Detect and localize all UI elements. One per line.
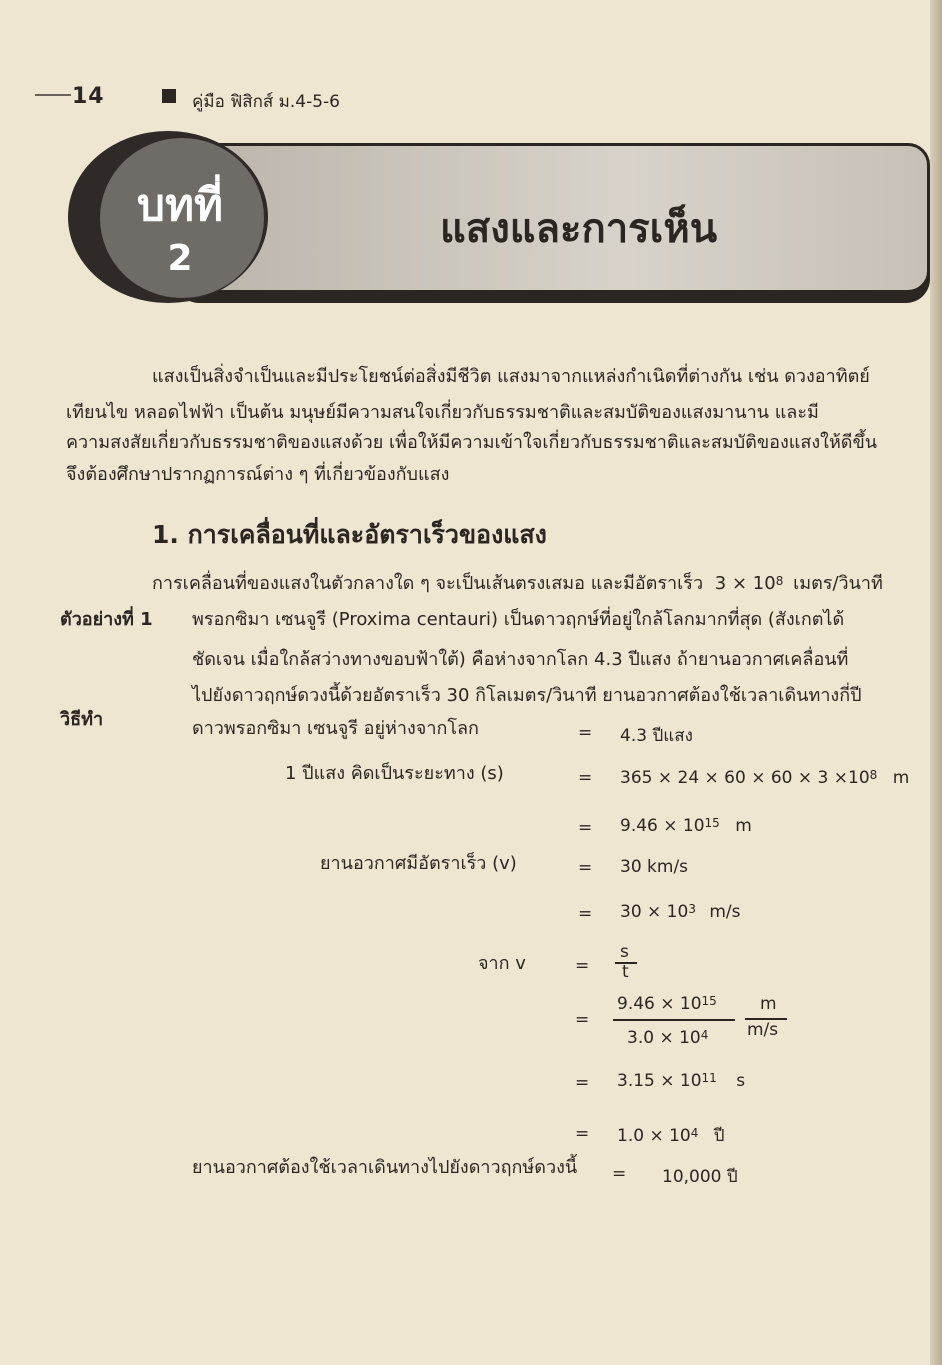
lightyear-unit: m bbox=[892, 768, 910, 788]
equals-sign: = bbox=[578, 904, 593, 924]
speed-sentence-text: การเคลื่อนที่ของแสงในตัวกลางใด ๆ จะเป็นเส้นตรงเสมอ และมีอัตราเร็ว bbox=[152, 573, 704, 594]
distance-label: ดาวพรอกซิมา เซนจูรี อยู่ห่างจากโลก bbox=[192, 718, 479, 739]
page-edge bbox=[930, 0, 942, 1365]
result-years-text: 1.0 × 10 bbox=[617, 1126, 691, 1146]
speed-value-1: 30 km/s bbox=[620, 857, 689, 877]
speed-sentence-exp: 8 bbox=[775, 574, 784, 588]
speed-sentence-unit: เมตร/วินาที bbox=[793, 573, 883, 594]
equals-sign: = bbox=[578, 818, 593, 838]
equals-sign: = bbox=[575, 1124, 590, 1144]
equals-sign: = bbox=[578, 723, 593, 743]
header-rule bbox=[35, 94, 71, 96]
fraction2-denominator-exp: 4 bbox=[700, 1028, 709, 1042]
equals-sign: = bbox=[578, 858, 593, 878]
from-label: จาก v bbox=[478, 953, 526, 974]
unit-fraction-denominator: m/s bbox=[747, 1020, 779, 1040]
speed-label: ยานอวกาศมีอัตราเร็ว (v) bbox=[320, 853, 517, 874]
result-seconds-text: 3.15 × 10 bbox=[617, 1071, 702, 1091]
conclusion-label: ยานอวกาศต้องใช้เวลาเดินทางไปยังดาวฤกษ์ดวงนี้ bbox=[192, 1157, 578, 1178]
lightyear-value bbox=[620, 768, 909, 788]
unit-fraction-numerator: m bbox=[760, 994, 777, 1014]
result-years bbox=[617, 1122, 725, 1149]
speed-sentence-value: 3 × 10 bbox=[714, 573, 776, 594]
result-seconds bbox=[617, 1071, 745, 1091]
speed-value-2-text: 30 × 10 bbox=[620, 902, 689, 922]
lightyear-result bbox=[620, 816, 752, 836]
fraction-numerator-s: s bbox=[620, 942, 629, 962]
speed-value-2 bbox=[620, 902, 741, 922]
equals-sign: = bbox=[575, 1010, 590, 1030]
example-label: ตัวอย่างที่ 1 bbox=[60, 609, 153, 630]
equals-sign: = bbox=[575, 1073, 590, 1093]
distance-value: 4.3 ปีแสง bbox=[620, 726, 693, 746]
speed-value-2-unit: m/s bbox=[709, 902, 741, 922]
page-number: 14 bbox=[72, 84, 105, 109]
section-title: 1. การเคลื่อนที่และอัตราเร็วของแสง bbox=[152, 520, 547, 549]
equals-sign: = bbox=[578, 768, 593, 788]
lightyear-result-exp: 15 bbox=[704, 816, 720, 830]
fraction-denominator-t: t bbox=[622, 962, 629, 982]
chapter-title: แสงและการเห็น bbox=[440, 206, 718, 252]
lightyear-label: 1 ปีแสง คิดเป็นระยะทาง (s) bbox=[285, 763, 504, 784]
header-bullet bbox=[162, 89, 176, 103]
result-seconds-exp: 11 bbox=[701, 1071, 717, 1085]
lightyear-result-unit: m bbox=[735, 816, 752, 836]
fraction2-denominator bbox=[627, 1028, 708, 1048]
example-line-2: ชัดเจน เมื่อใกล้สว่างทางขอบฟ้าใต้) คือห่างจากโลก 4.3 ปีแสง ถ้ายานอวกาศเคลื่อนที่ bbox=[192, 649, 849, 670]
fraction2-numerator bbox=[617, 994, 717, 1014]
lightyear-value-text: 365 × 24 × 60 × 60 × 3 ×10 bbox=[620, 768, 870, 788]
result-years-exp: 4 bbox=[690, 1126, 699, 1140]
equals-sign: = bbox=[575, 956, 590, 976]
speed-sentence bbox=[152, 575, 883, 593]
equals-sign: = bbox=[612, 1164, 627, 1184]
fraction2-numerator-text: 9.46 × 10 bbox=[617, 994, 702, 1014]
speed-value-2-exp: 3 bbox=[688, 902, 696, 916]
intro-line-4: จึงต้องศึกษาปรากฏการณ์ต่าง ๆ ที่เกี่ยวข้องกับแสง bbox=[66, 464, 450, 485]
example-line-3: ไปยังดาวฤกษ์ดวงนี้ด้วยอัตราเร็ว 30 กิโลเมตร/วินาที ยานอวกาศต้องใช้เวลาเดินทางกี่ปี bbox=[192, 685, 862, 706]
intro-line-2: เทียนไข หลอดไฟฟ้า เป็นต้น มนุษย์มีความสนใจเกี่ยวกับธรรมชาติและสมบัติของแสงมานาน และมี bbox=[66, 402, 819, 423]
fraction2-numerator-exp: 15 bbox=[701, 994, 717, 1008]
example-line-1: พรอกซิมา เซนจูรี (Proxima centauri) เป็นดาวฤกษ์ที่อยู่ใกล้โลกมากที่สุด (สังเกตได้ bbox=[192, 609, 845, 630]
fraction2-bar bbox=[613, 1019, 735, 1021]
intro-line-3: ความสงสัยเกี่ยวกับธรรมชาติของแสงด้วย เพื่อให้มีความเข้าใจเกี่ยวกับธรรมชาติและสมบัติของแสงให้ดีขึ้น bbox=[66, 432, 878, 453]
lightyear-result-text: 9.46 × 10 bbox=[620, 816, 705, 836]
book-title: คู่มือ ฟิสิกส์ ม.4-5-6 bbox=[192, 92, 341, 112]
fraction2-denominator-text: 3.0 × 10 bbox=[627, 1028, 701, 1048]
lightyear-exp: 8 bbox=[869, 768, 878, 782]
result-seconds-unit: s bbox=[736, 1071, 746, 1091]
conclusion-value: 10,000 ปี bbox=[662, 1167, 738, 1187]
result-years-unit: ปี bbox=[713, 1126, 725, 1146]
intro-line-1: แสงเป็นสิ่งจำเป็นและมีประโยชน์ต่อสิ่งมีชีวิต แสงมาจากแหล่งกำเนิดที่ต่างกัน เช่น ดวงอาทิตย์ bbox=[152, 366, 870, 387]
solution-label: วิธีทำ bbox=[60, 709, 104, 730]
chapter-label: บทที่ bbox=[137, 180, 223, 231]
chapter-number: 2 bbox=[167, 238, 193, 279]
